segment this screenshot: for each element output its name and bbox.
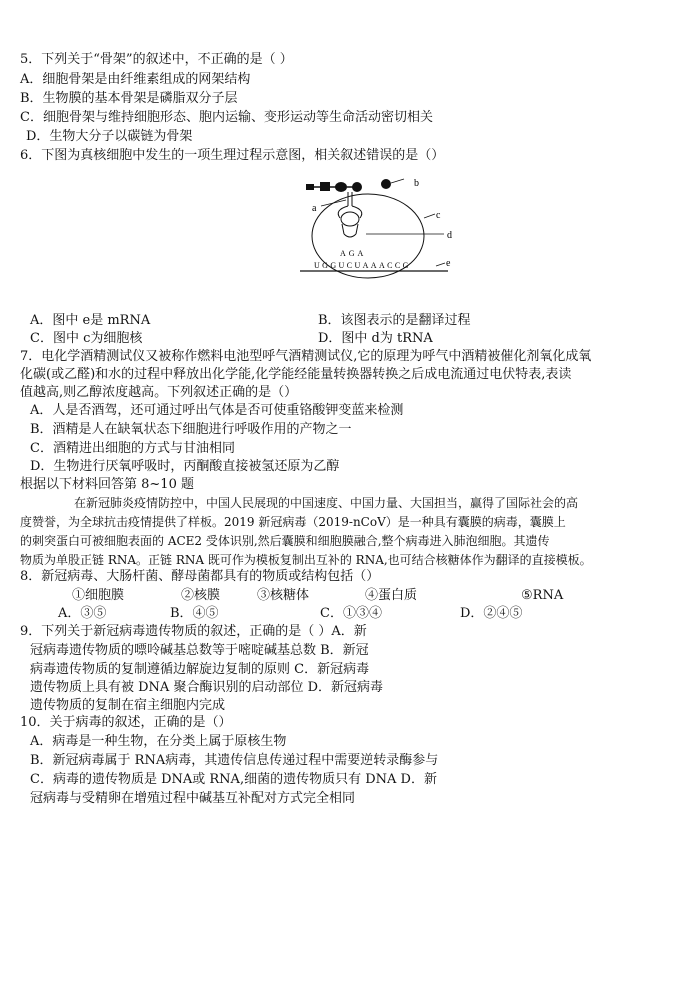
material-paragraph-line3: 的刺突蛋白可被细胞表面的 ACE2 受体识别,然后囊膜和细胞膜融合,整个病毒进入肺泡细胞。其遗传 <box>20 534 550 548</box>
q9-stem-line5: 遗传物质的复制在宿主细胞内完成 <box>30 698 226 713</box>
q7-stem-line3: 值越高,则乙醇浓度越高。下列叙述正确的是（） <box>20 385 298 400</box>
q8-item-2: ②核膜 <box>181 588 221 603</box>
material-heading: 根据以下材料回答第 8~10 题 <box>20 477 194 492</box>
q7-stem-line1: 7．电化学酒精测试仪又被称作燃料电池型呼气酒精测试仪,它的原理为呼气中酒精被催化剂氧化成氧 <box>20 349 592 364</box>
label-a: a <box>312 203 317 214</box>
q5-option-b: B．生物膜的基本骨架是磷脂双分子层 <box>20 91 238 106</box>
q8-option-b: B．④⑤ <box>170 606 219 621</box>
q6-option-d: D．图中 d为 tRNA <box>318 331 433 346</box>
amino-acid <box>381 179 391 189</box>
q10-stem: 10．关于病毒的叙述，正确的是（） <box>20 715 232 730</box>
label-b: b <box>414 178 419 189</box>
q6-option-b: B．该图表示的是翻译过程 <box>318 313 471 328</box>
q10-option-b: B．新冠病毒属于 RNA病毒，其遗传信息传递过程中需要逆转录酶参与 <box>30 753 439 768</box>
q9-stem-line4: 遗传物质上具有被 DNA 聚合酶识别的启动部位 D．新冠病毒 <box>30 680 384 695</box>
material-paragraph-line2: 度赞誉，为全球抗击疫情提供了样板。2019 新冠病毒（2019-nCoV）是一种具有囊膜的病毒，囊膜上 <box>20 515 566 529</box>
q5-option-d: D．生物大分子以碳链为骨架 <box>26 129 193 144</box>
q7-option-b: B．酒精是人在缺氧状态下细胞进行呼吸作用的产物之一 <box>30 422 352 437</box>
material-paragraph-line1: 在新冠肺炎疫情防控中，中国人民展现的中国速度、中国力量、大国担当，赢得了国际社会的高 <box>74 496 579 510</box>
q6-option-c: C．图中 c为细胞核 <box>30 331 143 346</box>
mrna-sequence: UGGUCUAAACCG <box>314 261 411 270</box>
q8-option-d: D．②④⑤ <box>460 606 523 621</box>
translation-diagram <box>296 174 464 282</box>
q10-option-a: A．病毒是一种生物，在分类上属于原核生物 <box>30 734 287 749</box>
q7-option-a: A．人是否酒驾，还可通过呼出气体是否可使重铬酸钾变蓝来检测 <box>30 403 404 418</box>
q9-stem-line2: 冠病毒遗传物质的嘌呤碱基总数等于嘧啶碱基总数 B．新冠 <box>30 643 369 658</box>
q6-stem: 6．下图为真核细胞中发生的一项生理过程示意图，相关叙述错误的是（） <box>20 148 445 163</box>
q6-option-a: A．图中 e是 mRNA <box>30 313 151 328</box>
label-e: e <box>446 258 451 269</box>
q7-option-d: D．生物进行厌氧呼吸时，丙酮酸直接被氢还原为乙醇 <box>30 459 340 474</box>
q7-option-c: C．酒精进出细胞的方式与甘油相同 <box>30 441 235 456</box>
q8-item-3: ③核糖体 <box>257 588 310 603</box>
q8-item-1: ①细胞膜 <box>72 588 125 603</box>
label-d: d <box>447 230 452 241</box>
q8-item-4: ④蛋白质 <box>365 588 418 603</box>
q8-item-5: ⑤RNA <box>521 588 564 603</box>
q7-stem-line2: 化碳(或乙醛)和水的过程中释放出化学能,化学能经能量转换器转换之后成电流通过电伏特表,表读 <box>20 367 572 382</box>
anticodon-label: AGA <box>340 249 367 258</box>
q8-option-a: A．③⑤ <box>58 606 107 621</box>
q5-option-c: C．细胞骨架与维持细胞形态、胞内运输、变形运动等生命活动密切相关 <box>20 110 433 125</box>
q10-option-d-continued: 冠病毒与受精卵在增殖过程中碱基互补配对方式完全相同 <box>30 791 356 806</box>
q8-stem: 8．新冠病毒、大肠杆菌、酵母菌都具有的物质或结构包括（） <box>20 569 380 584</box>
q9-stem-line1: 9．下列关于新冠病毒遗传物质的叙述，正确的是（ ）A．新 <box>20 624 367 639</box>
label-c: c <box>436 210 441 221</box>
q9-stem-line3: 病毒遗传物质的复制遵循边解旋边复制的原则 C．新冠病毒 <box>30 662 370 677</box>
q5-stem: 5．下列关于“骨架”的叙述中，不正确的是（ ） <box>20 52 293 67</box>
q8-option-c: C．①③④ <box>320 606 382 621</box>
q10-option-c: C．病毒的遗传物质是 DNA或 RNA,细菌的遗传物质只有 DNA D．新 <box>30 772 437 787</box>
polypeptide-chain <box>306 182 362 192</box>
material-paragraph-line4: 物质为单股正链 RNA。正链 RNA 既可作为模板复制出互补的 RNA,也可结合核糖体作为翻译的直接模板。 <box>20 553 592 567</box>
q5-option-a: A．细胞骨架是由纤维素组成的网架结构 <box>20 72 251 87</box>
